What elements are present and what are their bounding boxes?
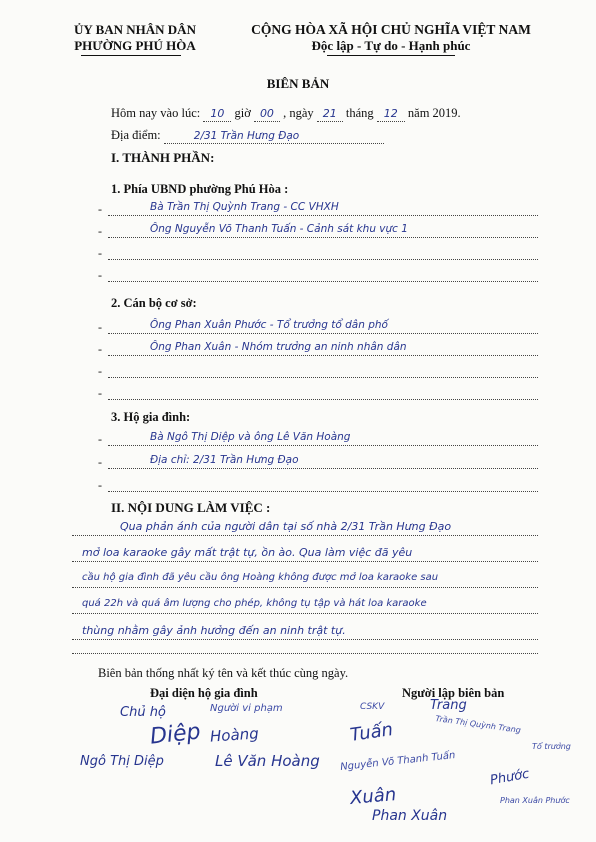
- group-2-heading: 2. Cán bộ cơ sở:: [111, 296, 197, 310]
- right-signature-2: Trang: [430, 698, 467, 713]
- group-2-entry: Ông Phan Xuân - Nhóm trưởng an ninh nhân dân: [150, 341, 407, 353]
- group-3-heading: 3. Hộ gia đình:: [111, 410, 191, 424]
- left-name-2: Lê Văn Hoàng: [215, 752, 320, 770]
- content-line: quá 22h và quá âm lượng cho phép, không tụ tập và hát loa karaoke: [82, 598, 427, 609]
- day-label: , ngày: [283, 106, 314, 120]
- document-title: BIÊN BẢN: [266, 76, 330, 91]
- left-signature-heading: Đại diện hộ gia đình: [150, 686, 258, 700]
- right-name-2: Trần Thị Quỳnh Trang: [434, 714, 522, 735]
- left-signature-2: Hoàng: [209, 724, 260, 746]
- time-label: Hôm nay vào lúc:: [111, 106, 201, 120]
- org-name-line2: PHƯỜNG PHÚ HÒA: [74, 38, 196, 53]
- group-1-heading: 1. Phía UBND phường Phú Hòa :: [111, 182, 289, 196]
- content-line: Qua phản ánh của người dân tại số nhà 2/31 Trần Hưng Đạo: [120, 520, 452, 533]
- right-signature-1: Tuấn: [348, 719, 395, 746]
- group-3-entry: Bà Ngô Thị Diệp và ông Lê Văn Hoàng: [150, 431, 351, 443]
- motto-underline: [327, 55, 455, 56]
- year-text: năm 2019.: [407, 106, 461, 120]
- right-name-4: Phan Xuân: [372, 808, 448, 824]
- right-role-3: Tổ trưởng: [532, 742, 571, 751]
- day-value: 21: [322, 107, 337, 120]
- section-1-heading: I. THÀNH PHẦN:: [111, 150, 215, 165]
- place-value: 2/31 Trần Hưng Đạo: [193, 130, 300, 142]
- left-signature-1: Diệp: [148, 719, 202, 750]
- org-underline: [81, 55, 181, 56]
- right-name-1: Nguyễn Võ Thanh Tuấn: [339, 749, 456, 774]
- section-2-heading: II. NỘI DUNG LÀM VIỆC :: [111, 500, 271, 515]
- group-1-entry: Bà Trần Thị Quỳnh Trang - CC VHXH: [150, 201, 339, 213]
- time-line: [111, 106, 461, 122]
- left-role-1: Chủ hộ: [120, 705, 166, 720]
- right-signature-heading: Người lập biên bản: [402, 686, 505, 700]
- nation-line1: CỘNG HÒA XÃ HỘI CHỦ NGHĨA VIỆT NAM: [251, 22, 531, 37]
- minute-value: 00: [259, 107, 274, 120]
- right-signature-4: Xuân: [349, 784, 398, 809]
- right-name-3: Phan Xuân Phước: [500, 796, 570, 805]
- place-line: [111, 128, 384, 144]
- group-1-entry: Ông Nguyễn Võ Thanh Tuấn - Cảnh sát khu vực 1: [150, 223, 408, 235]
- hour-unit: giờ: [234, 106, 251, 120]
- left-role-2: Người vi phạm: [210, 703, 283, 714]
- right-role-1: CSKV: [360, 702, 385, 712]
- nation-line2: Độc lập - Tự do - Hạnh phúc: [311, 38, 471, 53]
- month-label: tháng: [345, 106, 374, 120]
- left-name-1: Ngô Thị Diệp: [80, 754, 164, 769]
- org-name-line1: ỦY BAN NHÂN DÂN: [74, 22, 196, 37]
- hour-value: 10: [210, 107, 225, 120]
- right-signature-3: Phước: [488, 766, 531, 789]
- content-line: mở loa karaoke gây mất trật tự, ồn ào. Qua làm việc đã yêu: [82, 546, 413, 559]
- group-2-entry: Ông Phan Xuân Phước - Tổ trưởng tổ dân phố: [150, 319, 388, 331]
- group-3-entry: Địa chỉ: 2/31 Trần Hưng Đạo: [150, 454, 299, 466]
- month-value: 12: [383, 107, 398, 120]
- closing-statement: Biên bản thống nhất ký tên và kết thúc cùng ngày.: [98, 666, 349, 680]
- content-line: thùng nhằm gây ảnh hưởng đến an ninh trật tự.: [82, 624, 346, 637]
- content-line: cầu hộ gia đình đã yêu cầu ông Hoàng không được mở loa karaoke sau: [82, 572, 439, 583]
- place-label: Địa điểm:: [111, 128, 161, 142]
